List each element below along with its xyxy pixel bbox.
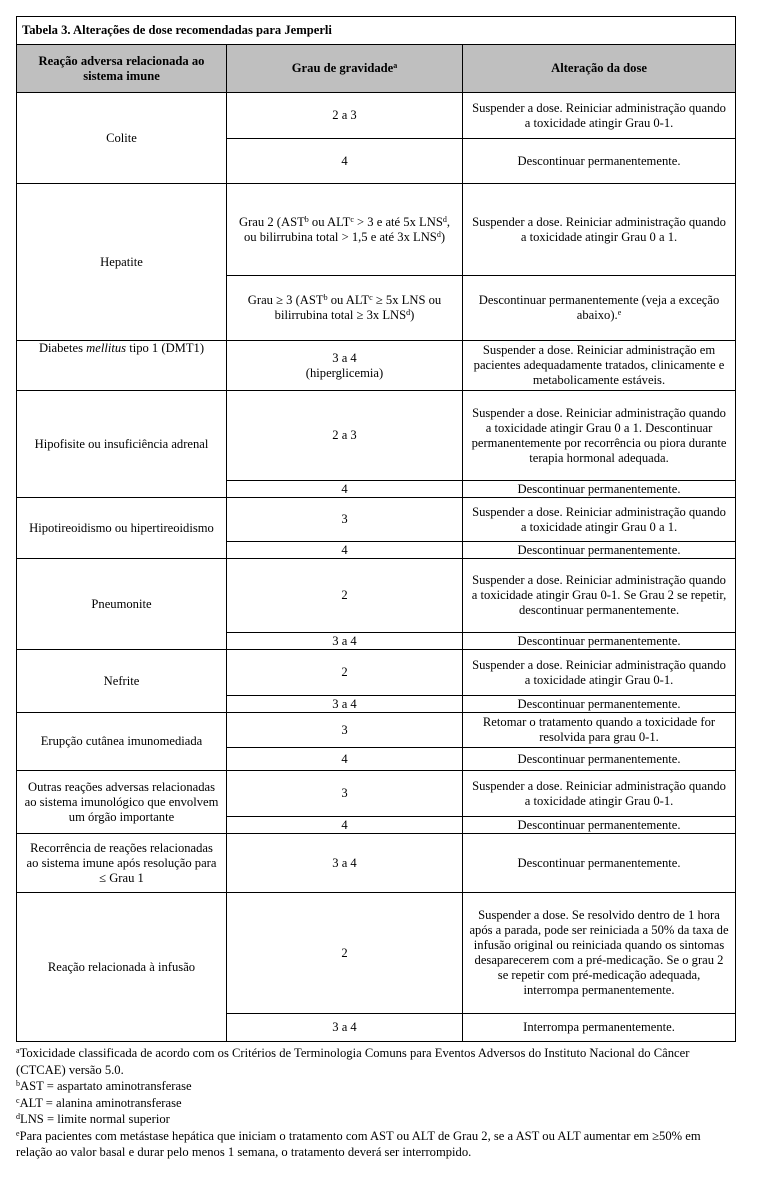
grade-cell: 4 — [227, 748, 463, 771]
table-row — [17, 341, 736, 391]
action-cell: Descontinuar permanentemente. — [463, 481, 736, 498]
action-cell: Suspender a dose. Reiniciar administração quando a toxicidade atingir Grau 0-1. — [463, 650, 736, 696]
footnote: $^e$Para pacientes com metástase hepática que iniciam o tratamento com AST ou ALT de Grau 2, se a AST ou ALT aumentar em ≥50% em relação ao valor basal e durar pelo menos 1 semana, o tratamento deverá ser interrompido. — [16, 1128, 701, 1159]
reaction-hipofisite: Hipofisite ou insuficiência adrenal — [17, 391, 227, 498]
footnote: $^a$Toxicidade classificada de acordo com os Critérios de Terminologia Comuns para Eventos Adversos do Instituto Nacional do Câncer (CTCAE) versão 5.0. — [16, 1046, 690, 1077]
reaction-colite: Colite — [17, 93, 227, 184]
table-row — [17, 391, 736, 481]
action-cell: Suspender a dose. Se resolvido dentro de 1 hora após a parada, pode ser reiniciada a 50% da taxa de infusão original ou reiniciada quando os sintomas desaparecerem com a pré-medicação. Se o grau 2 se repetir com pré-medicação adequada, interrompa permanentemente. — [463, 893, 736, 1014]
grade-cell: 3 a 4 — [227, 834, 463, 893]
reaction-infusao: Reação relacionada à infusão — [17, 893, 227, 1042]
table-row — [17, 893, 736, 1014]
table-row — [17, 559, 736, 633]
reaction-hepatite: Hepatite — [17, 184, 227, 341]
reaction-pneumonite: Pneumonite — [17, 559, 227, 650]
table-row — [17, 498, 736, 542]
action-cell: Descontinuar permanentemente. — [463, 633, 736, 650]
grade-cell: 2 a 3 — [227, 93, 463, 139]
reaction-tireoide: Hipotireoidismo ou hipertireoidismo — [17, 498, 227, 559]
action-cell: Descontinuar permanentemente. — [463, 834, 736, 893]
grade-cell: Grau ≥ 3 (AST$^b$ ou $ALT^c \ge 5x$ LNS ou bilirrubina total ≥ 3x LNS$^d$) — [227, 276, 463, 341]
footnote: $^b$AST = aspartato aminotransferase — [16, 1079, 192, 1093]
action-cell: Descontinuar permanentemente. — [463, 748, 736, 771]
action-cell: Interrompa permanentemente. — [463, 1014, 736, 1042]
grade-cell: 2 a 3 — [227, 391, 463, 481]
action-cell: Suspender a dose. Reiniciar administração quando a toxicidade atingir Grau 0 a 1. — [463, 184, 736, 276]
grade-cell: 3 a 4 (hiperglicemia) — [227, 341, 463, 391]
dose-modification-table — [16, 16, 736, 1042]
table-row — [17, 184, 736, 276]
action-cell: Suspender a dose. Reiniciar administração quando a toxicidade atingir Grau 0-1. Se Grau 2 se repetir, descontinuar permanentemente. — [463, 559, 736, 633]
grade-cell: 2 — [227, 559, 463, 633]
action-cell: Descontinuar permanentemente (veja a exceção abaixo).$^e$ — [463, 276, 736, 341]
table-title: Tabela 3. Alterações de dose recomendadas para Jemperli — [17, 17, 736, 45]
header-dose-change: Alteração da dose — [463, 45, 736, 93]
grade-cell: 4 — [227, 817, 463, 834]
reaction-nefrite: Nefrite — [17, 650, 227, 713]
reaction-recorrencia: Recorrência de reações relacionadas ao sistema imune após resolução para ≤ Grau 1 — [17, 834, 227, 893]
action-cell: Suspender a dose. Reiniciar administração quando a toxicidade atingir Grau 0 a 1. — [463, 498, 736, 542]
action-cell: Descontinuar permanentemente. — [463, 542, 736, 559]
reaction-diabetes: Diabetes mellitus tipo 1 (DMT1) — [17, 341, 227, 391]
action-cell: Suspender a dose. Reiniciar administração quando a toxicidade atingir Grau 0-1. — [463, 771, 736, 817]
footnotes — [16, 1045, 735, 1161]
table-row — [17, 650, 736, 696]
table-row — [17, 93, 736, 139]
action-cell: Suspender a dose. Reiniciar administração quando a toxicidade atingir Grau 0 a 1. Descontinuar permanentemente por recorrência ou piora durante terapia hormonal adequada. — [463, 391, 736, 481]
footnote: $^c$ALT = alanina aminotransferase — [16, 1095, 182, 1110]
grade-cell: 3 — [227, 713, 463, 748]
action-cell: Suspender a dose. Reiniciar administração quando a toxicidade atingir Grau 0-1. — [463, 93, 736, 139]
reaction-outras: Outras reações adversas relacionadas ao sistema imunológico que envolvem um órgão importante — [17, 771, 227, 834]
grade-cell: 4 — [227, 139, 463, 184]
reaction-erupcao: Erupção cutânea imunomediada — [17, 713, 227, 771]
header-severity-grade: Grau de gravidade$^a$ — [227, 45, 463, 93]
table-row — [17, 713, 736, 748]
grade-cell: 2 — [227, 650, 463, 696]
grade-cell: 4 — [227, 481, 463, 498]
table-row — [17, 771, 736, 817]
grade-cell: 3 a 4 — [227, 633, 463, 650]
grade-cell: 3 a 4 — [227, 696, 463, 713]
action-cell: Descontinuar permanentemente. — [463, 817, 736, 834]
grade-cell: 3 — [227, 498, 463, 542]
footnote: $^d$LNS = limite normal superior — [16, 1112, 170, 1126]
header-adverse-reaction: Reação adversa relacionada ao sistema imune — [17, 45, 227, 93]
action-cell: Descontinuar permanentemente. — [463, 139, 736, 184]
grade-cell: Grau 2 (AST$^b$ ou $ALT^c > 3$ e até 5x LNS$^d$, ou bilirrubina total > 1,5 e até 3x LNS$^d$) — [227, 184, 463, 276]
grade-cell: 2 — [227, 893, 463, 1014]
action-cell: Suspender a dose. Reiniciar administração em pacientes adequadamente tratados, clinicamente e metabolicamente estáveis. — [463, 341, 736, 391]
document — [16, 16, 735, 1161]
table-row — [17, 834, 736, 893]
grade-cell: 4 — [227, 542, 463, 559]
grade-cell: 3 a 4 — [227, 1014, 463, 1042]
action-cell: Retomar o tratamento quando a toxicidade for resolvida para grau 0-1. — [463, 713, 736, 748]
grade-cell: 3 — [227, 771, 463, 817]
action-cell: Descontinuar permanentemente. — [463, 696, 736, 713]
